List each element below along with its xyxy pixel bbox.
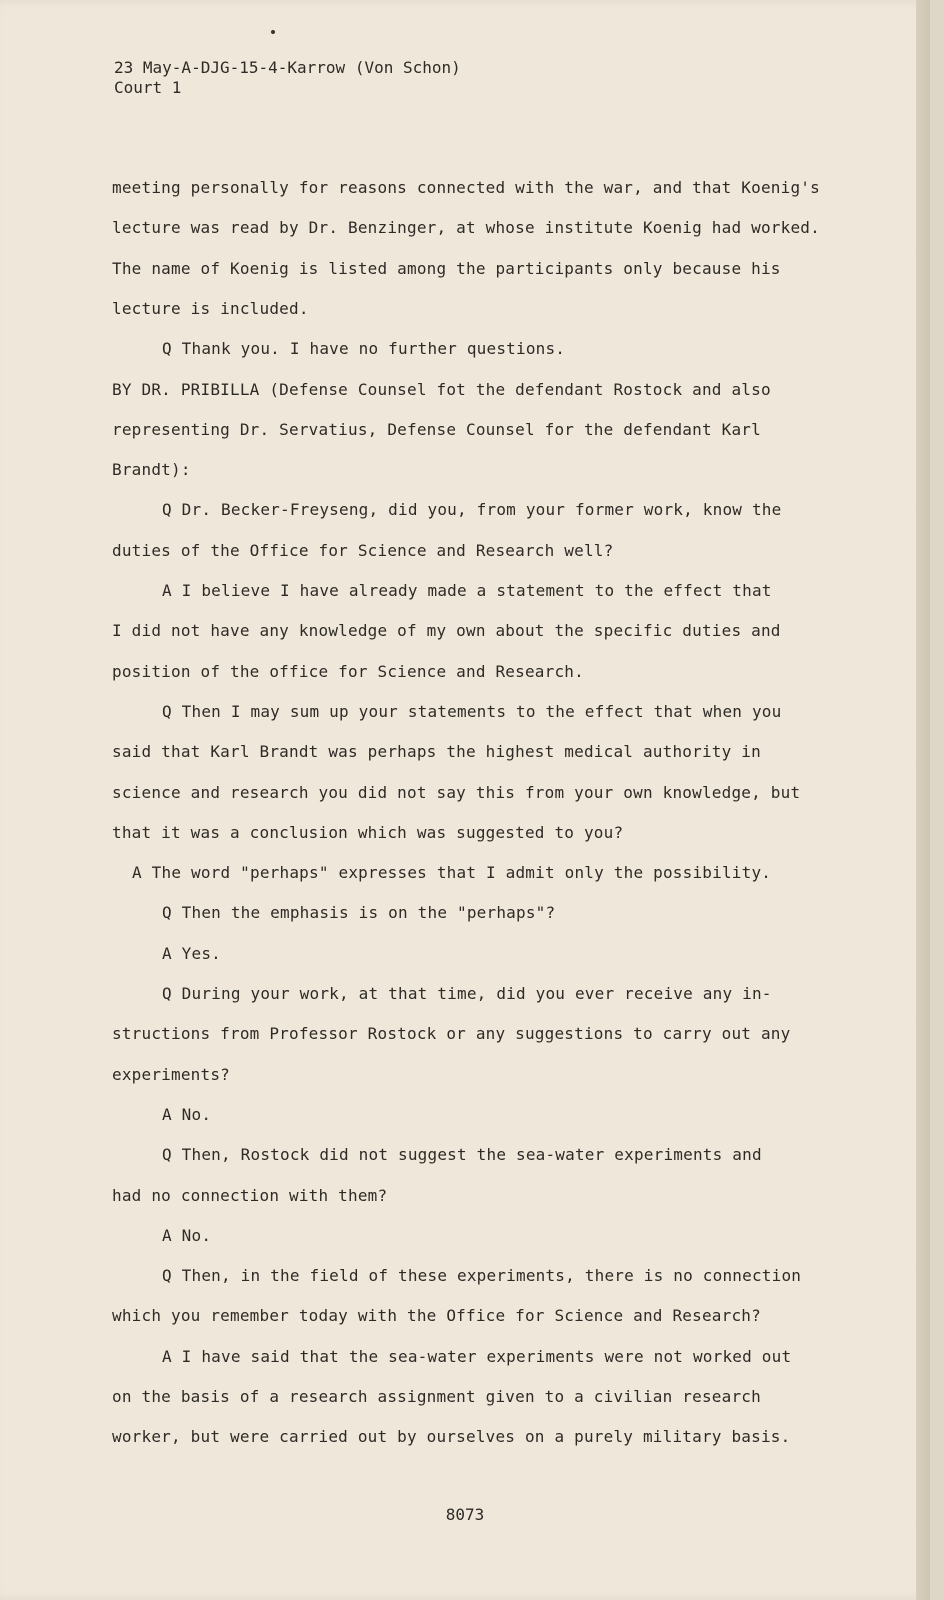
transcript-line: had no connection with them?: [112, 1185, 388, 1205]
transcript-line: lecture is included.: [112, 298, 309, 318]
page-number: 8073: [445, 1505, 485, 1524]
transcript-line: position of the office for Science and Research.: [112, 661, 584, 681]
transcript-line: Q Then, in the field of these experiments, there is no connection: [162, 1266, 802, 1286]
transcript-line: lecture was read by Dr. Benzinger, at whose institute Koenig had worked.: [112, 218, 820, 238]
transcript-line: said that Karl Brandt was perhaps the highest medical authority in: [112, 742, 761, 762]
transcript-line: structions from Professor Rostock or any suggestions to carry out any: [112, 1024, 791, 1044]
document-header-line1: 23 May-A-DJG-15-4-Karrow (Von Schon): [114, 58, 461, 77]
document-header-line2: Court 1: [114, 78, 182, 97]
page-edge: [916, 0, 930, 1600]
transcript-line: BY DR. PRIBILLA (Defense Counsel fot the defendant Rostock and also: [112, 379, 771, 399]
transcript-line: Q Then the emphasis is on the "perhaps"?: [162, 903, 556, 923]
transcript-line: Q Thank you. I have no further questions.: [162, 339, 566, 359]
transcript-line: duties of the Office for Science and Research well?: [112, 540, 614, 560]
transcript-line: Q Dr. Becker-Freyseng, did you, from your former work, know the: [162, 500, 782, 520]
ink-dot: [271, 30, 275, 34]
transcript-line: A No.: [162, 1225, 212, 1245]
transcript-line: Q Then, Rostock did not suggest the sea-water experiments and: [162, 1145, 762, 1165]
transcript-line: A Yes.: [162, 943, 221, 963]
transcript-line: Q Then I may sum up your statements to the effect that when you: [162, 701, 782, 721]
transcript-line: Brandt):: [112, 460, 191, 480]
transcript-line: meeting personally for reasons connected with the war, and that Koenig's: [112, 178, 820, 197]
transcript-line: A I have said that the sea-water experiments were not worked out: [162, 1346, 792, 1366]
transcript-line: representing Dr. Servatius, Defense Counsel for the defendant Karl: [112, 419, 761, 439]
transcript-line: that it was a conclusion which was suggested to you?: [112, 822, 624, 842]
transcript-line: A No.: [162, 1104, 212, 1124]
transcript-line: A I believe I have already made a statement to the effect that: [162, 581, 772, 600]
transcript-line: experiments?: [112, 1064, 230, 1084]
transcript-line: worker, but were carried out by ourselves on a purely military basis.: [112, 1427, 791, 1447]
transcript-line: on the basis of a research assignment given to a civilian research: [112, 1387, 761, 1406]
transcript-line: Q During your work, at that time, did you ever receive any in-: [162, 984, 772, 1003]
transcript-line: I did not have any knowledge of my own about the specific duties and: [112, 621, 781, 641]
transcript-line: The name of Koenig is listed among the participants only because his: [112, 258, 781, 278]
transcript-line: science and research you did not say this from your own knowledge, but: [112, 782, 801, 802]
transcript-line: A The word "perhaps" expresses that I admit only the possibility.: [132, 863, 772, 883]
transcript-line: which you remember today with the Office for Science and Research?: [112, 1306, 761, 1326]
